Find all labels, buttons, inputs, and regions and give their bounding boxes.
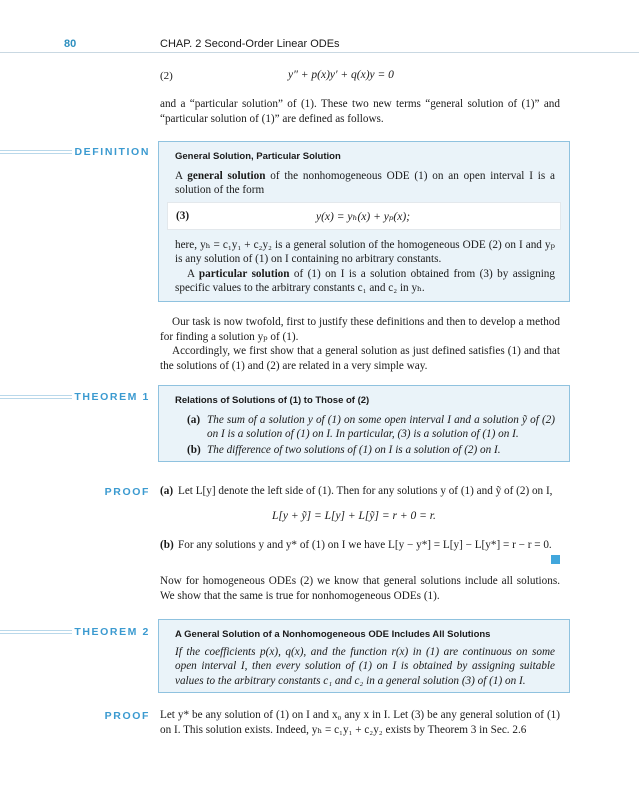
theorem2-box — [158, 619, 570, 693]
theorem1-title: Relations of Solutions of (1) to Those of (2) — [175, 395, 370, 406]
theorem1-label: THEOREM 1 — [74, 391, 150, 403]
proof1-a-equation: L[y + ỹ] = L[y] + L[ỹ] = r + 0 = r. — [272, 510, 436, 522]
eq3-formula: y(x) = yₕ(x) + yₚ(x); — [316, 211, 411, 223]
proof1-label: PROOF — [104, 486, 150, 498]
definition-label: DEFINITION — [74, 146, 150, 158]
running-title: CHAP. 2 Second-Order Linear ODEs — [160, 38, 340, 50]
proof1-b-text: For any solutions y and y* of (1) on I we have L[y − y*] = L[y] − L[y*] = r − r = 0. — [178, 539, 552, 551]
theorem1-box — [158, 385, 570, 462]
definition-title: General Solution, Particular Solution — [175, 151, 341, 162]
theorem1-a-text: The sum of a solution y of (1) on some open interval I and a solution ỹ of (2) on I is a solution of (1) on I. In particular, (3) is a solution of (1) on I. — [207, 414, 555, 441]
theorem2-title: A General Solution of a Nonhomogeneous ODE Includes All Solutions — [175, 629, 491, 640]
proof2-label: PROOF — [104, 710, 150, 722]
eq2-label: (2) — [160, 70, 173, 82]
proof1-a-label: (a) — [160, 485, 174, 497]
eq2-formula: y″ + p(x)y′ + q(x)y = 0 — [288, 69, 394, 81]
theorem2-label: THEOREM 2 — [74, 626, 150, 638]
definition-paragraph-2: here, yₕ = c₁y₁ + c₂y₂ is a general solution of the homogeneous ODE (2) on I and yₚ is any solution of (1) on I containing no arbitrary constants. — [175, 239, 555, 266]
proof1-a-text: Let L[y] denote the left side of (1). Then for any solutions y of (1) and ỹ of (2) on I, — [178, 485, 553, 497]
eq3-label: (3) — [176, 210, 190, 222]
theorem1-b-text: The difference of two solutions of (1) on I is a solution of (2) on I. — [207, 444, 501, 456]
proof2-text: Let y* be any solution of (1) on I and x₀ any x in I. Let (3) be any general solution of (1) on I. This solution exists. Indeed, yₕ = c₁y₁ + c₂y₂ exists by Theorem 3 in Sec. 2.6 — [160, 709, 560, 736]
intro-paragraph: and a “particular solution” of (1). These two new terms “general solution of (1)” and “particular solution of (1)” are defined as follows. — [160, 98, 560, 125]
qed-square-icon — [551, 555, 560, 564]
theorem2-text: If the coefficients p(x), q(x), and the function r(x) in (1) are continuous on some open interval I, then every solution of (1) on I is obtained by assigning suitable values to the arbitrary constants c₁ and c₂ in a general solution (3) of (1) on I. — [175, 646, 555, 687]
theorem1-a-label: (a) — [187, 414, 201, 426]
header-divider — [0, 52, 639, 53]
definition-box — [158, 141, 570, 302]
homog-paragraph: Now for homogeneous ODEs (2) we know that general solutions include all solutions. We show that the same is true for nonhomogeneous ODEs (1). — [160, 575, 560, 602]
proof1-b-label: (b) — [160, 539, 174, 551]
theorem1-b-label: (b) — [187, 444, 201, 456]
task-paragraph-2: Accordingly, we first show that a general solution as just defined satisfies (1) and that the solutions of (1) and (2) are related in a very simple way. — [160, 345, 560, 372]
definition-paragraph-3: A particular solution of (1) on I is a solution obtained from (3) by assigning specific values to the arbitrary constants c₁ and c₂ in yₕ. — [175, 268, 555, 295]
definition-paragraph-1: A general solution of the nonhomogeneous ODE (1) on an open interval I is a solution of the form — [175, 170, 556, 197]
page-number: 80 — [64, 38, 77, 50]
task-paragraph-1: Our task is now twofold, first to justify these definitions and then to develop a method for finding a solution yₚ of (1). — [160, 316, 560, 343]
eq3-panel — [167, 202, 561, 230]
